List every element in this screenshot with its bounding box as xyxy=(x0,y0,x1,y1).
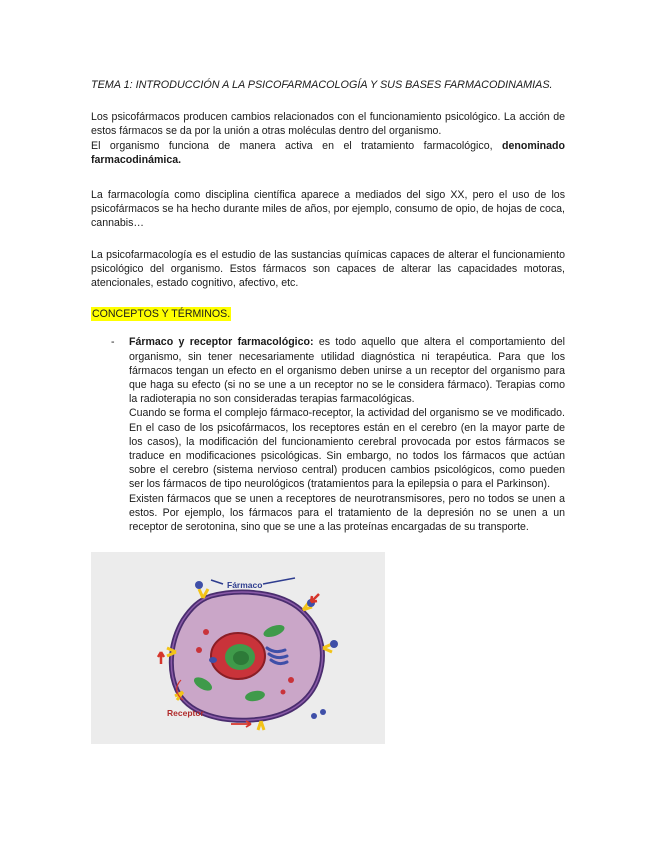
section-heading: CONCEPTOS Y TÉRMINOS. xyxy=(92,308,231,321)
document-title: TEMA 1: INTRODUCCIÓN A LA PSICOFARMACOLOGÍA Y SUS BASES FARMACODINAMIAS. xyxy=(91,79,553,91)
document-body xyxy=(91,78,565,534)
intro-p1-line2: El organismo funciona de manera activa en el tratamiento farmacológico, xyxy=(91,139,493,152)
intro-p1-bold: denominado farmacodinámica. xyxy=(91,139,565,166)
cell-illustration xyxy=(91,552,385,744)
intro-paragraph-2: La farmacología como disciplina científica aparece a mediados del sigo XX, pero el uso de los psicofármacos se ha hecho durante miles de años, por ejemplo, consumo de opio, de hojas de coca, cannabis… xyxy=(91,189,565,230)
intro-paragraph-3: La psicofarmacología es el estudio de las sustancias químicas capaces de alterar el funcionamiento psicológico del organismo. Estos fármacos son capaces de alterar las capacidades motoras, atencionales, estado cognitivo, afectivo, etc. xyxy=(91,248,565,290)
bullet-paragraph-2: Cuando se forma el complejo fármaco-receptor, la actividad del organismo se ve modificado. En el caso de los psicofármacos, los receptores están en el cerebro (en la mayor parte de los casos), la modificación del funcionamiento cerebral provocada por estos fármacos se traduce en modificaciones psicológicas. Sin embargo, no todos los fármacos que actúan sobre el cerebro (sistema nervioso central) producen cambios psicológicos, como pueden ser los fármacos de tipo neurológicos (tratamientos para la epilepsia o para el Parkinson). xyxy=(129,407,565,491)
intro-paragraph-1 xyxy=(91,110,565,167)
bullet-item xyxy=(91,335,565,534)
bullet-term: Fármaco y receptor farmacológico: xyxy=(129,336,314,349)
farmaco-label: Fármaco xyxy=(227,580,263,590)
bullet-dash: - xyxy=(111,336,115,349)
bullet-p1-text: es todo aquello que altera el comportamiento del organismo, sin tener necesariamente utilidad diagnóstica ni terapéutica. Para que los fármacos tengan un efecto en el organismo deben unirse a un receptor del organismo para que haga su efecto (si no se une a un receptor no se le considera fármaco). Terapias como la radioterapia no son consideradas terapias farmacológicas. xyxy=(129,336,565,406)
receptor-label: Receptor xyxy=(167,708,204,718)
bullet-paragraph-3: Existen fármacos que se unen a receptores de neurotransmisores, pero no todos se unen a estos. Por ejemplo, los fármacos para el tratamiento de la depresión no se unen a un receptor de serotonina, sino que se une a las proteínas encargadas de su transporte. xyxy=(129,492,565,534)
intro-p1-line1: Los psicofármacos producen cambios relacionados con el funcionamiento psicológico. La acción de estos fármacos se da por la unión a otras moléculas dentro del organismo. xyxy=(91,111,565,138)
section-heading-wrap xyxy=(91,307,565,321)
cell-receptor-figure xyxy=(91,552,385,744)
bullet-paragraph-1 xyxy=(129,335,565,406)
drug-molecule-icon xyxy=(195,581,203,589)
